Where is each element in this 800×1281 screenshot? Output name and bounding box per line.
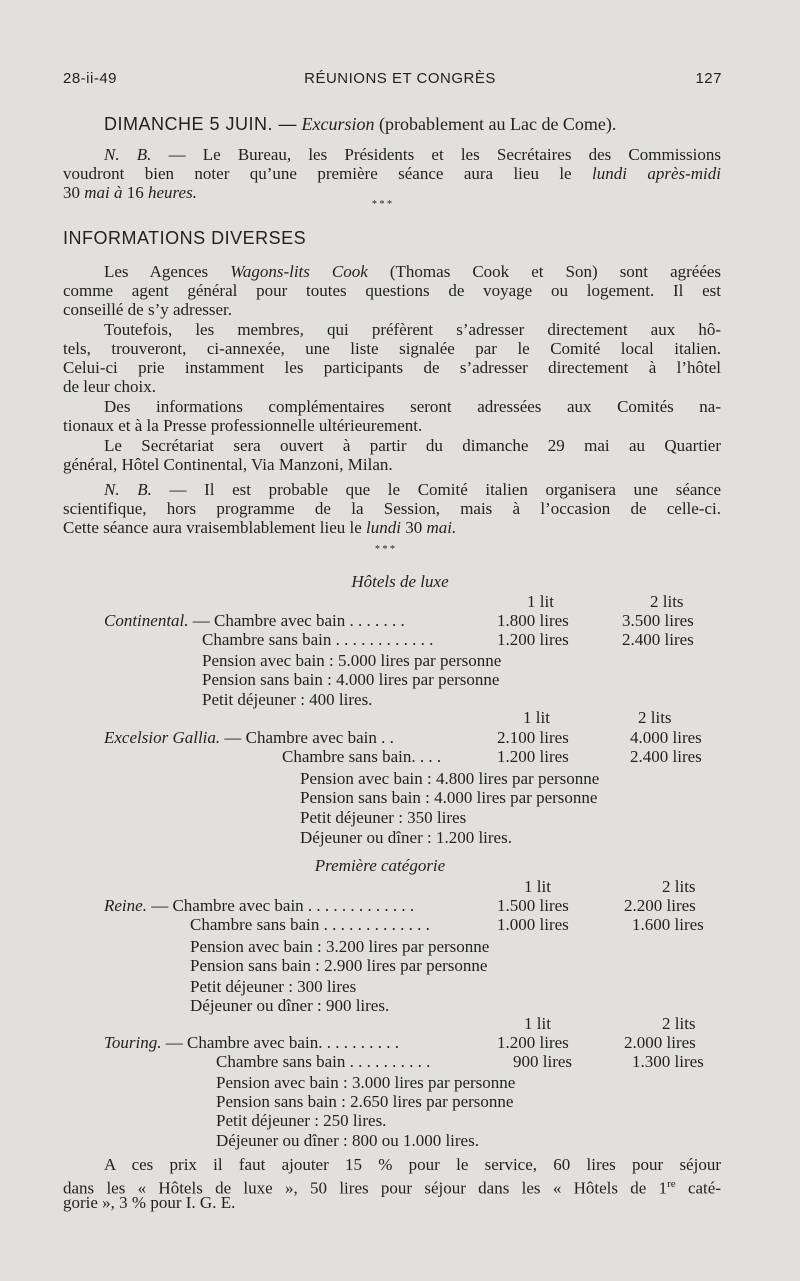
nb2-line3 xyxy=(63,518,456,538)
nb2-label: N. B. xyxy=(104,480,152,499)
reine-row1-1lit: 1.500 lires xyxy=(497,896,569,915)
footer-superscript: re xyxy=(667,1178,676,1190)
nb1-line2 xyxy=(63,164,721,184)
info-p1-c: (Thomas Cook et Son) sont agréées xyxy=(389,262,722,281)
header-title: RÉUNIONS ET CONGRÈS xyxy=(304,70,496,87)
touring-petit-dejeuner: Petit déjeuner : 250 lires. xyxy=(216,1111,387,1130)
reine-pension-avec: Pension avec bain : 3.200 lires par personne xyxy=(190,937,490,956)
touring-row1-2lits: 2.000 lires xyxy=(624,1033,696,1052)
nb2-line3-num: 30 xyxy=(405,518,423,537)
reine-row1 xyxy=(104,896,414,916)
excelsior-pension-sans: Pension sans bain : 4.000 lires par personne xyxy=(300,788,598,807)
nb2-line1 xyxy=(104,480,721,500)
footer-line3: gorie », 3 % pour I. G. E. xyxy=(63,1193,236,1212)
footer-line2-end: caté- xyxy=(675,1178,721,1198)
sunday-excursion: Excursion xyxy=(301,114,375,134)
info-p2-line2: tels, trouveront, ci-annexée, une liste signalée par le Comité local italien. xyxy=(63,339,721,358)
ornament-asterism: * * * xyxy=(372,199,392,210)
touring-header-1lit: 1 lit xyxy=(524,1014,551,1033)
touring-row2-1lit: 900 lires xyxy=(513,1052,573,1071)
continental-header-2lits: 2 lits xyxy=(650,592,684,611)
luxe-heading xyxy=(200,572,600,592)
nb1-line3-mai: mai à xyxy=(84,183,123,202)
touring-pension-sans: Pension sans bain : 2.650 lires par personne xyxy=(216,1092,514,1111)
continental-row2-1lit: 1.200 lires xyxy=(497,630,569,649)
info-p1-wagons: Wagons-lits Cook xyxy=(230,262,368,281)
info-p3-line1: Des informations complémentaires seront adressées aux Comités na- xyxy=(104,397,721,416)
continental-row1 xyxy=(104,611,405,631)
reine-row1-label: — Chambre avec bain . . . . . . . . . . . . . xyxy=(151,896,415,915)
nb1-line1-text: — Le Bureau, les Présidents et les Secrétaires des Commissions xyxy=(168,145,722,164)
sunday-line xyxy=(104,114,616,134)
nb1-line2-italic: lundi après-midi xyxy=(592,164,721,183)
nb1-line3-hour: 16 xyxy=(126,183,144,202)
nb2-line3-lundi: lundi xyxy=(366,518,401,537)
excelsior-row1-1lit: 2.100 lires xyxy=(497,728,569,747)
continental-row1-label: — Chambre avec bain . . . . . . . xyxy=(192,611,405,630)
excelsior-row2-label: Chambre sans bain. . . . xyxy=(282,747,442,766)
reine-pension-sans: Pension sans bain : 2.900 lires par personne xyxy=(190,956,488,975)
nb1-line2-text: voudront bien noter qu’une première séance aura lieu le xyxy=(63,164,572,183)
info-p3-line2: tionaux et à la Presse professionnelle ultérieurement. xyxy=(63,416,423,435)
reine-name: Reine. xyxy=(104,896,147,915)
touring-name: Touring. xyxy=(104,1033,162,1052)
info-p4-line2: général, Hôtel Continental, Via Manzoni, Milan. xyxy=(63,455,393,474)
nb2-line3-a: Cette séance aura vraisemblablement lieu le xyxy=(63,518,362,537)
info-p2-line1: Toutefois, les membres, qui préfèrent s’adresser directement aux hô- xyxy=(104,320,721,339)
continental-pension-sans: Pension sans bain : 4.000 lires par personne xyxy=(202,670,500,689)
info-p1-a: Les Agences xyxy=(104,262,209,281)
reine-petit-dejeuner: Petit déjeuner : 300 lires xyxy=(190,977,357,996)
nb1-line3-num: 30 xyxy=(63,183,80,202)
premiere-heading-text: Première catégorie xyxy=(314,856,446,875)
reine-row2-label: Chambre sans bain . . . . . . . . . . . . . xyxy=(190,915,430,934)
nb1-label: N. B. xyxy=(104,145,152,164)
continental-row1-2lits: 3.500 lires xyxy=(622,611,694,630)
continental-pension-avec: Pension avec bain : 5.000 lires par personne xyxy=(202,651,502,670)
continental-row1-1lit: 1.800 lires xyxy=(497,611,569,630)
premiere-heading xyxy=(180,856,580,876)
touring-row2-label: Chambre sans bain . . . . . . . . . . xyxy=(216,1052,431,1071)
continental-row2-2lits: 2.400 lires xyxy=(622,630,694,649)
luxe-heading-text: Hôtels de luxe xyxy=(351,572,449,591)
info-heading: INFORMATIONS DIVERSES xyxy=(63,228,307,248)
touring-pension-avec: Pension avec bain : 3.000 lires par personne xyxy=(216,1073,516,1092)
reine-row2-2lits: 1.600 lires xyxy=(632,915,704,934)
excelsior-name: Excelsior Gallia. xyxy=(104,728,221,747)
excelsior-row1-label: — Chambre avec bain . . xyxy=(224,728,394,747)
footer-line1: A ces prix il faut ajouter 15 % pour le service, 60 lires pour séjour xyxy=(104,1155,721,1174)
sunday-label: DIMANCHE 5 JUIN. — xyxy=(104,114,298,134)
info-p2-line3: Celui-ci prie instamment les participants de s’adresser directement à l’hôtel xyxy=(63,358,721,377)
header-page-number: 127 xyxy=(695,70,722,87)
ornament-asterism-2: * * * xyxy=(375,544,395,555)
info-p1-line3: conseillé de s’y adresser. xyxy=(63,300,232,319)
sunday-rest: (probablement au Lac de Come). xyxy=(379,114,617,134)
continental-petit-dejeuner: Petit déjeuner : 400 lires. xyxy=(202,690,373,709)
excelsior-row2-1lit: 1.200 lires xyxy=(497,747,569,766)
nb1-line1 xyxy=(104,145,721,165)
touring-header-2lits: 2 lits xyxy=(662,1014,696,1033)
reine-row1-2lits: 2.200 lires xyxy=(624,896,696,915)
excelsior-row1 xyxy=(104,728,394,748)
continental-header-1lit: 1 lit xyxy=(527,592,554,611)
info-p4-line1: Le Secrétariat sera ouvert à partir du dimanche 29 mai au Quartier xyxy=(104,436,721,455)
excelsior-pension-avec: Pension avec bain : 4.800 lires par personne xyxy=(300,769,600,788)
nb2-line1-text: — Il est probable que le Comité italien organisera une séance xyxy=(169,480,722,499)
continental-row2-label: Chambre sans bain . . . . . . . . . . . . xyxy=(202,630,434,649)
reine-dejeuner-diner: Déjeuner ou dîner : 900 lires. xyxy=(190,996,390,1015)
info-p1-line1 xyxy=(104,262,721,282)
excelsior-row1-2lits: 4.000 lires xyxy=(630,728,702,747)
excelsior-petit-dejeuner: Petit déjeuner : 350 lires xyxy=(300,808,467,827)
touring-dejeuner-diner: Déjeuner ou dîner : 800 ou 1.000 lires. xyxy=(216,1131,479,1150)
info-p1-line2: comme agent général pour toutes questions de voyage ou logement. Il est xyxy=(63,281,721,300)
excelsior-dejeuner-diner: Déjeuner ou dîner : 1.200 lires. xyxy=(300,828,512,847)
excelsior-header-1lit: 1 lit xyxy=(523,708,550,727)
header-date: 28-ii-49 xyxy=(63,70,118,87)
reine-header-2lits: 2 lits xyxy=(662,877,696,896)
nb2-line3-mai: mai. xyxy=(426,518,457,537)
nb1-line3 xyxy=(63,183,197,203)
nb1-line3-heures: heures. xyxy=(148,183,197,202)
info-p2-line4: de leur choix. xyxy=(63,377,156,396)
nb2-line2: scientifique, hors programme de la Session, mais à l’occasion de celle-ci. xyxy=(63,499,721,518)
touring-row1-1lit: 1.200 lires xyxy=(497,1033,569,1052)
continental-name: Continental. xyxy=(104,611,189,630)
touring-row1-label: — Chambre avec bain. . . . . . . . . . xyxy=(165,1033,399,1052)
excelsior-header-2lits: 2 lits xyxy=(638,708,672,727)
excelsior-row2-2lits: 2.400 lires xyxy=(630,747,702,766)
touring-row1 xyxy=(104,1033,399,1053)
touring-row2-2lits: 1.300 lires xyxy=(632,1052,704,1071)
reine-header-1lit: 1 lit xyxy=(524,877,551,896)
reine-row2-1lit: 1.000 lires xyxy=(497,915,569,934)
footer-line2-text: dans les « Hôtels de luxe », 50 lires pour séjour dans les « Hôtels de 1 xyxy=(63,1178,668,1198)
